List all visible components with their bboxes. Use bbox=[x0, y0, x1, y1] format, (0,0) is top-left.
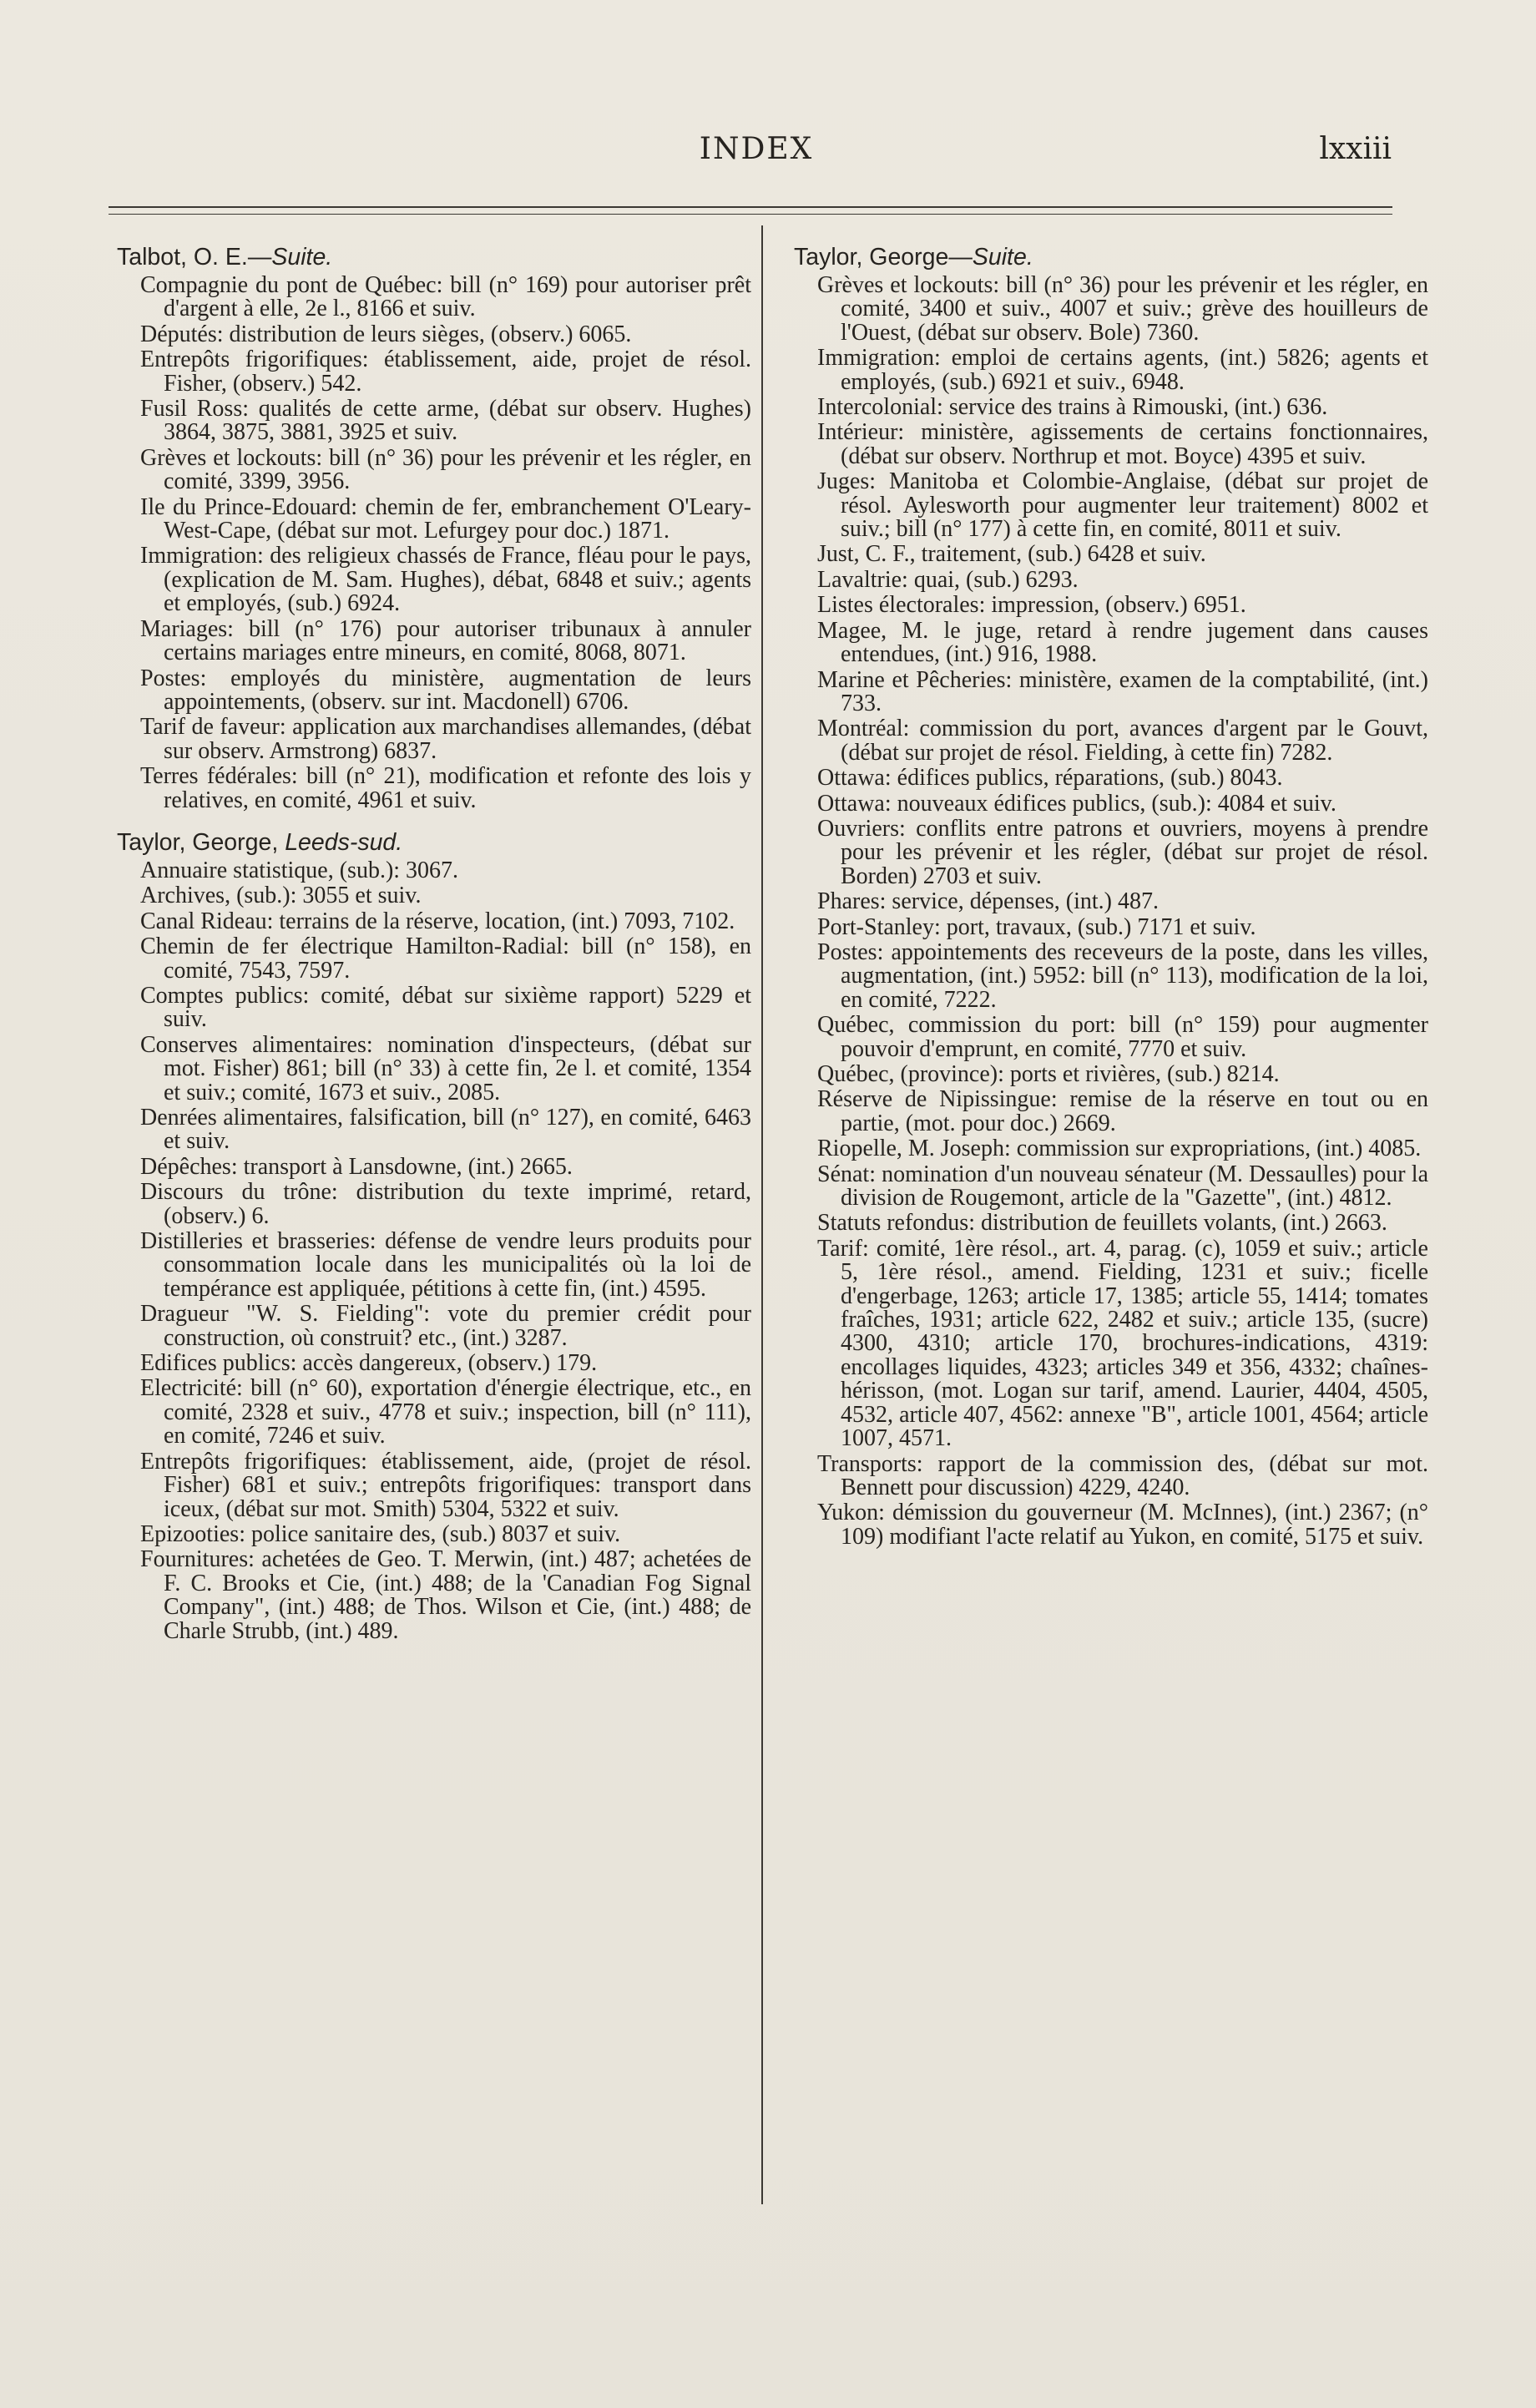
index-entry: Mariages: bill (n° 176) pour autoriser tribunaux à annuler certains mariages entre mineurs, en comité, 8068, 8071. bbox=[140, 615, 751, 666]
header-rule-thin bbox=[109, 214, 1392, 215]
left-column bbox=[117, 242, 751, 1645]
index-entry: Postes: employés du ministère, augmentation de leurs appointements, (observ. sur int. Macdonell) 6706. bbox=[140, 665, 751, 715]
index-entry: Port-Stanley: port, travaux, (sub.) 7171 et suiv. bbox=[817, 913, 1256, 940]
index-entry: Immigration: emploi de certains agents, (int.) 5826; agents et employés, (sub.) 6921 et suiv., 6948. bbox=[817, 345, 1428, 395]
index-heading bbox=[117, 827, 751, 857]
index-entry: Compagnie du pont de Québec: bill (n° 169) pour autoriser prêt d'argent à elle, 2e l., 8166 et suiv. bbox=[140, 272, 751, 322]
page-title: INDEX bbox=[699, 132, 814, 166]
index-entry: Députés: distribution de leurs sièges, (observ.) 6065. bbox=[140, 321, 632, 347]
heading-subtitle: Leeds-sud. bbox=[285, 828, 403, 856]
index-entry: Archives, (sub.): 3055 et suiv. bbox=[140, 883, 422, 909]
heading-name: Taylor, George, bbox=[117, 828, 285, 856]
index-entry: Epizooties: police sanitaire des, (sub.) 8037 et suiv. bbox=[140, 1520, 621, 1547]
right-column bbox=[794, 242, 1428, 1551]
index-entry: Edifices publics: accès dangereux, (observ.) 179. bbox=[140, 1350, 598, 1377]
index-heading bbox=[794, 242, 1428, 272]
index-entry: Entrepôts frigorifiques: établissement, aide, (projet de résol. Fisher) 681 et suiv.; entrepôts frigorifiques: transport dans iceux, (débat sur mot. Smith) 5304, 5322 et suiv. bbox=[140, 1448, 751, 1522]
index-entry: Juges: Manitoba et Colombie-Anglaise, (débat sur projet de résol. Aylesworth pour augmenter leur traitement) 8002 et suiv.; bill (n° 177) à cette fin, en comité, 8011 et suiv. bbox=[817, 468, 1428, 543]
index-entry: Magee, M. le juge, retard à rendre jugement dans causes entendues, (int.) 916, 1988. bbox=[817, 617, 1428, 668]
index-entry: Québec, (province): ports et rivières, (sub.) 8214. bbox=[817, 1061, 1280, 1087]
index-entry: Distilleries et brasseries: défense de vendre leurs produits pour consommation locale dans les municipalités où la loi de tempérance est appliquée, pétitions à cette fin, (int.) 4595. bbox=[140, 1228, 751, 1302]
header-rule-thick bbox=[109, 206, 1392, 208]
index-entry: Intercolonial: service des trains à Rimouski, (int.) 636. bbox=[817, 394, 1328, 421]
index-entry: Just, C. F., traitement, (sub.) 6428 et suiv. bbox=[817, 541, 1206, 568]
index-entry: Entrepôts frigorifiques: établissement, aide, projet de résol. Fisher, (observ.) 542. bbox=[140, 347, 751, 397]
heading-subtitle: Suite. bbox=[972, 244, 1033, 271]
index-entry: Fournitures: achetées de Geo. T. Merwin, (int.) 487; achetées de F. C. Brooks et Cie, (int.) 488; de la 'Canadian Fog Signal Company", (int.) 488; de Thos. Wilson et Cie, (int.) 488; de Charle Strubb, (int.) 489. bbox=[140, 1546, 751, 1644]
index-entry: Terres fédérales: bill (n° 21), modification et refonte des lois y relatives, en comité, 4961 et suiv. bbox=[140, 763, 751, 813]
index-entry: Lavaltrie: quai, (sub.) 6293. bbox=[817, 566, 1079, 593]
page-number: lxxiii bbox=[1319, 132, 1392, 166]
heading-name: Taylor, George— bbox=[794, 244, 973, 271]
index-entry: Immigration: des religieux chassés de France, fléau pour le pays, (explication de M. Sam. Hughes), débat, 6848 et suiv.; agents et employés, (sub.) 6924. bbox=[140, 543, 751, 617]
index-entry: Conserves alimentaires: nomination d'inspecteurs, (débat sur mot. Fisher) 861; bill (n° 33) à cette fin, 2e l. et comité, 1354 et suiv.; comité, 1673 et suiv., 2085. bbox=[140, 1031, 751, 1105]
index-entry: Riopelle, M. Joseph: commission sur expropriations, (int.) 4085. bbox=[817, 1136, 1422, 1162]
index-entry: Réserve de Nipissingue: remise de la réserve en tout ou en partie, (mot. pour doc.) 2669. bbox=[817, 1086, 1428, 1136]
index-entry: Dragueur "W. S. Fielding": vote du premier crédit pour construction, où construit? etc., (int.) 3287. bbox=[140, 1301, 751, 1351]
index-entry: Ile du Prince-Edouard: chemin de fer, embranchement O'Leary-West-Cape, (débat sur mot. Lefurgey pour doc.) 1871. bbox=[140, 493, 751, 544]
index-entry: Tarif: comité, 1ère résol., art. 4, parag. (c), 1059 et suiv.; article 5, 1ère résol., amend. Fielding, 1231 et suiv.; ficelle d'engerbage, 1263; article 17, 1385; article 55, 1414; tomates fraîches, 1931; article 622, 2482 et suiv.; article 135, (sucre) 4300, 4310; article 170, brochures-indications, 4319: encollages liquides, 4323; articles 349 et 356, 4332; chaînes-hérisson, (mot. Logan sur tarif, amend. Laurier, 4404, 4505, 4532, article 407, 4562: annexe "B", article 1001, 4564; article 1007, 4571. bbox=[817, 1235, 1428, 1452]
index-entry: Sénat: nomination d'un nouveau sénateur (M. Dessaulles) pour la division de Rougemont, article de la "Gazette", (int.) 4812. bbox=[817, 1161, 1428, 1212]
index-entry: Listes électorales: impression, (observ.) 6951. bbox=[817, 592, 1246, 619]
page-header bbox=[0, 125, 1536, 175]
index-entry: Ouvriers: conflits entre patrons et ouvriers, moyens à prendre pour les prévenir et les régler, (débat sur projet de résol. Borden) 2703 et suiv. bbox=[817, 815, 1428, 889]
index-entry: Fusil Ross: qualités de cette arme, (débat sur observ. Hughes) 3864, 3875, 3881, 3925 et suiv. bbox=[140, 396, 751, 446]
index-entry: Discours du trône: distribution du texte imprimé, retard, (observ.) 6. bbox=[140, 1179, 751, 1229]
index-entry: Yukon: démission du gouverneur (M. McInnes), (int.) 2367; (n° 109) modifiant l'acte relatif au Yukon, en comité, 5175 et suiv. bbox=[817, 1500, 1428, 1550]
index-entry: Tarif de faveur: application aux marchandises allemandes, (débat sur observ. Armstrong) 6837. bbox=[140, 714, 751, 764]
index-entry: Canal Rideau: terrains de la réserve, location, (int.) 7093, 7102. bbox=[140, 908, 735, 934]
index-entry: Phares: service, dépenses, (int.) 487. bbox=[817, 888, 1159, 915]
index-entry: Intérieur: ministère, agissements de certains fonctionnaires, (débat sur observ. Northrup et mot. Boyce) 4395 et suiv. bbox=[817, 419, 1428, 469]
index-entry: Statuts refondus: distribution de feuillets volants, (int.) 2663. bbox=[817, 1210, 1387, 1237]
index-entry: Chemin de fer électrique Hamilton-Radial: bill (n° 158), en comité, 7543, 7597. bbox=[140, 933, 751, 984]
index-entry: Dépêches: transport à Lansdowne, (int.) 2665. bbox=[140, 1153, 573, 1180]
index-entry: Transports: rapport de la commission des, (débat sur mot. Bennett pour discussion) 4229, 4240. bbox=[817, 1450, 1428, 1500]
index-entry: Postes: appointements des receveurs de la poste, dans les villes, augmentation, (int.) 5952: bill (n° 113), modification de la loi, en comité, 7222. bbox=[817, 938, 1428, 1013]
index-entry: Marine et Pêcheries: ministère, examen de la comptabilité, (int.) 733. bbox=[817, 666, 1428, 716]
column-divider bbox=[761, 225, 763, 2204]
heading-subtitle: Suite. bbox=[271, 244, 333, 271]
index-entry: Grèves et lockouts: bill (n° 36) pour les prévenir et les régler, en comité, 3399, 3956. bbox=[140, 444, 751, 495]
index-entry: Annuaire statistique, (sub.): 3067. bbox=[140, 857, 459, 883]
heading-name: Talbot, O. E.— bbox=[117, 244, 272, 271]
index-entry: Denrées alimentaires, falsification, bill (n° 127), en comité, 6463 et suiv. bbox=[140, 1105, 751, 1155]
index-heading bbox=[117, 242, 751, 272]
index-entry: Comptes publics: comité, débat sur sixième rapport) 5229 et suiv. bbox=[140, 982, 751, 1033]
index-entry: Ottawa: nouveaux édifices publics, (sub.): 4084 et suiv. bbox=[817, 790, 1336, 817]
index-entry: Montréal: commission du port, avances d'argent par le Gouvt, (débat sur projet de résol. Fielding, à cette fin) 7282. bbox=[817, 716, 1428, 766]
index-entry: Electricité: bill (n° 60), exportation d'énergie électrique, etc., en comité, 2328 et suiv., 4778 et suiv.; inspection, bill (n° 111), en comité, 7246 et suiv. bbox=[140, 1375, 751, 1449]
index-entry: Grèves et lockouts: bill (n° 36) pour les prévenir et les régler, en comité, 3400 et suiv., 4007 et suiv.; grève des houilleurs de l'Ouest, (débat sur observ. Bole) 7360. bbox=[817, 272, 1428, 346]
index-entry: Ottawa: édifices publics, réparations, (sub.) 8043. bbox=[817, 765, 1283, 792]
index-entry: Québec, commission du port: bill (n° 159) pour augmenter pouvoir d'emprunt, en comité, 7770 et suiv. bbox=[817, 1012, 1428, 1062]
